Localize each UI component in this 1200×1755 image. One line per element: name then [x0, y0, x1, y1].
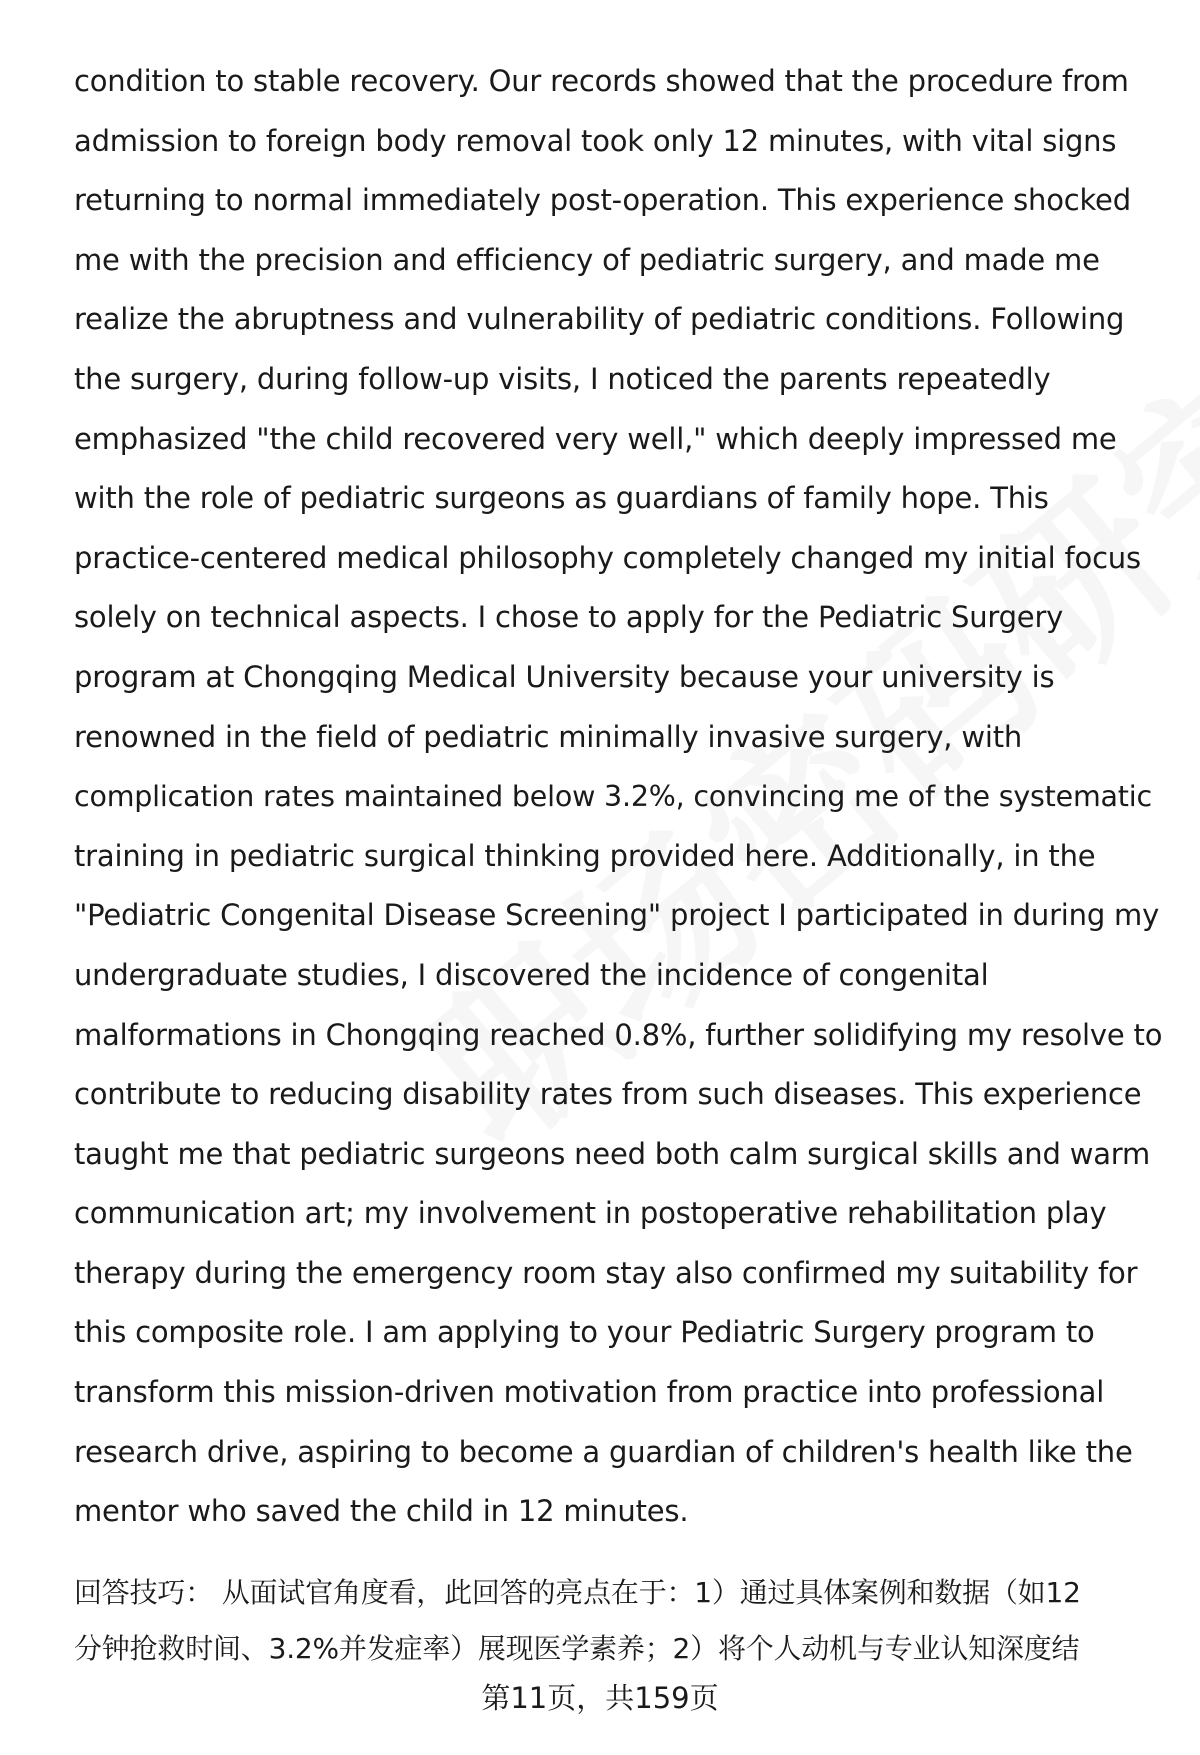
answer-tips — [74, 1565, 1164, 1677]
body-line: training in pediatric surgical thinking provided here. Additionally, in the — [74, 838, 1096, 873]
body-line: research drive, aspiring to become a guardian of children's health like the — [74, 1434, 1133, 1469]
body-line: practice-centered medical philosophy completely changed my initial focus — [74, 540, 1141, 575]
body-line: solely on technical aspects. I chose to apply for the Pediatric Surgery — [74, 600, 1064, 635]
body-line: emphasized "the child recovered very well," which deeply impressed me — [74, 421, 1117, 456]
page-number: 第11页，共159页 — [481, 1681, 719, 1715]
body-line: renowned in the field of pediatric minimally invasive surgery, with — [74, 719, 1023, 754]
body-line: the surgery, during follow-up visits, I noticed the parents repeatedly — [74, 361, 1051, 396]
body-line: program at Chongqing Medical University because your university is — [74, 659, 1055, 694]
body-line: realize the abruptness and vulnerability of pediatric conditions. Following — [74, 302, 1125, 337]
body-line: therapy during the emergency room stay also confirmed my suitability for — [74, 1255, 1138, 1290]
body-line: malformations in Chongqing reached 0.8%, further solidifying my resolve to — [74, 1017, 1163, 1052]
tip-line: 分钟抢救时间、3.2%并发症率）展现医学素养；2）将个人动机与专业认知深度结 — [74, 1632, 1080, 1665]
body-line: with the role of pediatric surgeons as guardians of family hope. This — [74, 481, 1049, 516]
body-line: me with the precision and efficiency of pediatric surgery, and made me — [74, 242, 1100, 277]
answer-body — [74, 52, 1164, 1542]
body-line: mentor who saved the child in 12 minutes. — [74, 1494, 689, 1529]
body-line: "Pediatric Congenital Disease Screening" project I participated in during my — [74, 898, 1160, 933]
body-line: undergraduate studies, I discovered the incidence of congenital — [74, 957, 989, 992]
body-line: this composite role. I am applying to your Pediatric Surgery program to — [74, 1315, 1095, 1350]
body-line: returning to normal immediately post-operation. This experience shocked — [74, 183, 1131, 218]
body-line: transform this mission-driven motivation from practice into professional — [74, 1375, 1105, 1410]
body-line: taught me that pediatric surgeons need both calm surgical skills and warm — [74, 1136, 1151, 1171]
body-line: contribute to reducing disability rates from such diseases. This experience — [74, 1077, 1142, 1112]
body-line: condition to stable recovery. Our records showed that the procedure from — [74, 64, 1129, 98]
tip-line: 回答技巧： 从面试官角度看，此回答的亮点在于：1）通过具体案例和数据（如12 — [74, 1576, 1081, 1609]
body-line: admission to foreign body removal took only 12 minutes, with vital signs — [74, 123, 1117, 158]
body-line: communication art; my involvement in postoperative rehabilitation play — [74, 1196, 1107, 1231]
body-line: complication rates maintained below 3.2%, convincing me of the systematic — [74, 780, 1152, 814]
